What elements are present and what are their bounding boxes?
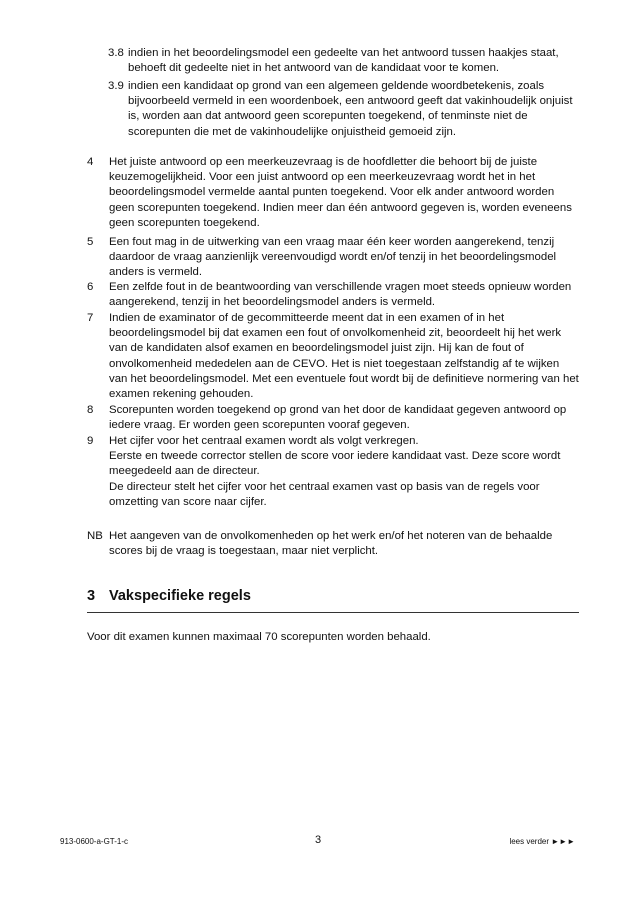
section-divider: [87, 612, 579, 613]
rule-number: 3.8: [108, 47, 124, 59]
document-code: 913-0600-a-GT-1-c: [60, 837, 129, 846]
rule-paragraph: Een fout mag in de uitwerking van een vraag maar één keer worden aangerekend, tenzij daardoor de vraag aanzienlijk vereenvoudigd wordt en/of tenzij in het beoordelingsmodel anders is vermeld.: [109, 236, 557, 279]
rule-item-8: [87, 403, 579, 433]
rule-number: 9: [87, 435, 94, 447]
page-number: 3: [314, 834, 322, 846]
rule-number: 5: [87, 236, 94, 248]
rule-paragraph: Eerste en tweede corrector stellen de score voor iedere kandidaat vast. Deze score wordt meegedeeld aan de directeur.: [109, 450, 561, 478]
rule-text: indien in het beoordelingsmodel een gedeelte van het antwoord tussen haakjes staat, behoeft dit gedeelte niet in het antwoord van de kandidaat voor te komen.: [128, 47, 559, 75]
nb-text: Het aangeven van de onvolkomenheden op het werk en/of het noteren van de behaalde scores bij de vraag is toegestaan, maar niet verplicht.: [109, 530, 553, 558]
rule-number: 7: [87, 312, 94, 324]
rule-number: 8: [87, 404, 94, 416]
rule-paragraph: Een zelfde fout in de beantwoording van verschillende vragen moet steeds opnieuw worden aangerekend, tenzij in het beoordelingsmodel anders is vermeld.: [109, 281, 572, 309]
continue-indicator: lees verder ►►►: [509, 837, 575, 846]
rule-paragraph: Indien de examinator of de gecommitteerde meent dat in een examen of in het beoordelingsmodel bij dat examen een fout of onvolkomenheid zit, beoordeelt hij het werk van de kandidaten alsof examen en beoordelingsmodel juist zijn. Hij kan de fout of onvolkomenheid mededelen aan de CEVO. Het is niet toegestaan zelfstandig af te wijken van het beoordelingsmodel. Met een eventuele fout wordt bij de definitieve normering van het examen rekening gehouden.: [109, 312, 579, 401]
rule-item-7: [87, 311, 579, 402]
rule-item-5: [87, 235, 579, 281]
rule-paragraph: Scorepunten worden toegekend op grond van het door de kandidaat gegeven antwoord op iedere vraag. Er worden geen scorepunten vooraf gegeven.: [109, 404, 567, 432]
rule-item-4: [87, 155, 579, 231]
rule-paragraph: De directeur stelt het cijfer voor het centraal examen vast op basis van de regels voor omzetting van score naar cijfer.: [109, 480, 540, 508]
rule-paragraph: Het juiste antwoord op een meerkeuzevraag is de hoofdletter die behoort bij de juiste keuzemogelijkheid. Voor een juist antwoord op een meerkeuzevraag wordt het in het beoordelingsmodel vermelde aantal punten toegekend. Voor elk ander antwoord worden geen scorepunten toegekend. Indien meer dan één antwoord gegeven is, worden eveneens geen scorepunten toegekend.: [109, 156, 572, 229]
section-heading: [87, 587, 579, 605]
rule-item-3-9: [108, 79, 578, 140]
nb-note: [87, 529, 579, 559]
rule-item-6: [87, 280, 579, 310]
rule-number: 3.9: [108, 80, 124, 92]
rule-text: indien een kandidaat op grond van een algemeen geldende woordbetekenis, zoals bijvoorbeeld vermeld in een woordenboek, een antwoord geeft dat vakinhoudelijk onjuist is, worden aan dat antwoord geen scorepunten toegekend, of tenminste niet de scorepunten die met de vakinhoudelijke onjuistheid gemoeid zijn.: [128, 80, 573, 138]
rule-item-9: [87, 434, 579, 510]
rule-number: 4: [87, 156, 94, 168]
rule-number: 6: [87, 281, 94, 293]
section-body: Voor dit examen kunnen maximaal 70 scorepunten worden behaald.: [87, 631, 431, 643]
nb-label: NB: [87, 530, 103, 542]
rule-item-3-8: [108, 46, 578, 76]
section-number: 3: [87, 588, 96, 604]
section-title: Vakspecifieke regels: [109, 588, 251, 604]
rule-paragraph: Het cijfer voor het centraal examen wordt als volgt verkregen.: [109, 435, 419, 447]
